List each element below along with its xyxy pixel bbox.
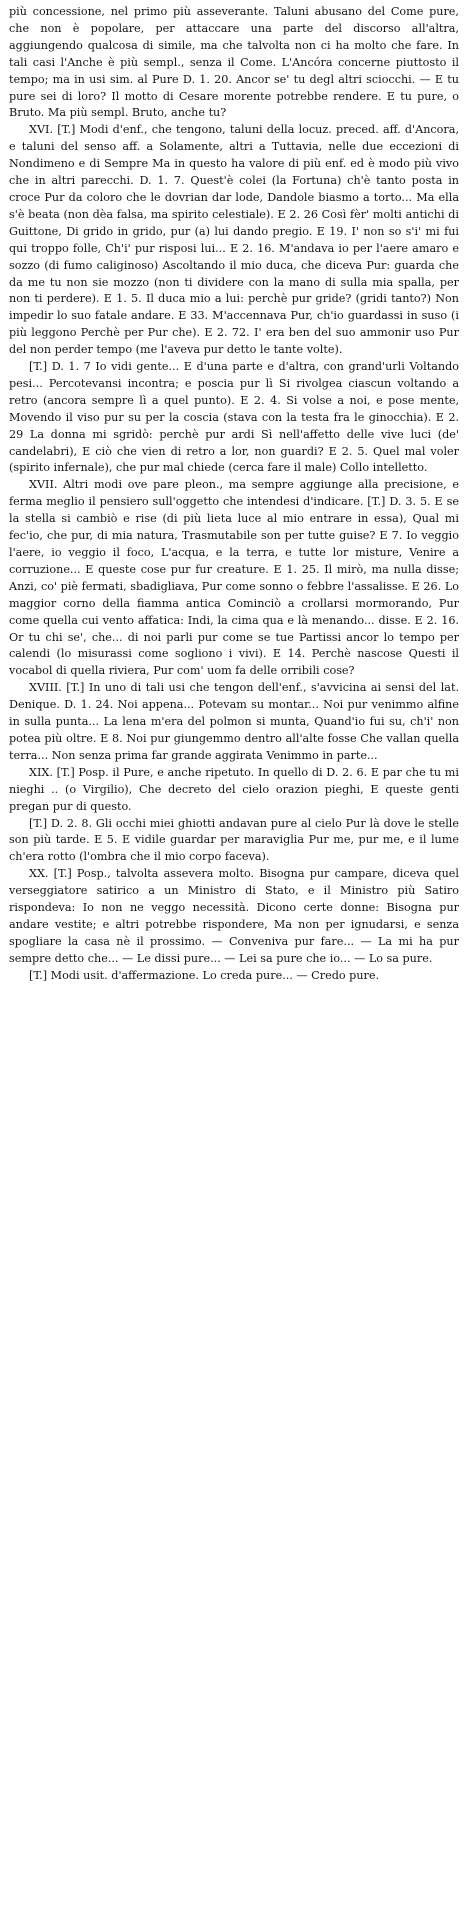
paragraph-intro: più concessione, nel primo più asseverante. Taluni abusano del Come pure, che non è popolare, per attaccare una parte del discorso all'altra, aggiungendo qualcosa di simile, ma che talvolta non ci ha molto che fare. In tali casi l'Anche è più sempl., senza il Come. L'Ancóra concerne piuttosto il tempo; ma in usi sim. al Pure D. 1. 20. Ancor se' tu degl altri sciocchi. — E tu pure sei di loro? Il motto di Cesare morente potrebbe rendere. E tu pure, o Bruto. Ma più sempl. Bruto, anche tu?	[9, 5, 459, 120]
paragraph-section-xx-affirmations: [T.] Modi usit. d'affermazione. Lo creda pure... — Credo pure.	[29, 968, 380, 982]
paragraph-section-xix-examples: [T.] D. 2. 8. Gli occhi miei ghiotti andavan pure al cielo Pur là dove le stelle son più tarde. E 5. E vidile guardar per maraviglia Pur me, pur me, e il lume ch'era rotto (l'ombra che il mio corpo faceva).	[9, 816, 459, 864]
paragraph-section-xvi-examples: [T.] D. 1. 7 Io vidi gente... E d'una parte e d'altra, con grand'urli Voltando pesi... Percotevansi incontra; e poscia pur lì Si rivolgea ciascun voltando a retro (ancora sempre lì a quel punto). E 2. 4. Si volse a noi, e pose mente, Movendo il viso pur su per la coscia (stava con la testa fra le ginocchia). E 2. 29 La donna mi sgridò: perchè pur ardi Sì nell'affetto delle vive luci (de' candelabri), E ciò che vien di retro a lor, non guardi? E 2. 5. Quel mal voler (spirito infernale), che pur mal chiede (cerca fare il male) Collo intelletto.	[9, 360, 459, 475]
paragraph-section-xx: XX. [T.] Posp., talvolta assevera molto. Bisogna pur campare, diceva quel verseggiatore satirico a un Ministro di Stato, e il Ministro più Satiro rispondeva: Io non ne veggo necessità. Dicono certe donne: Bisogna pur andare vestite; e altri potrebbe rispondere, Ma non per ignudarsi, e senza spogliare la casa nè il prossimo. — Conveniva pur fare... — La mi ha pur sempre detto che... — Le dissi pure... — Lei sa pure che io... — Lo sa pure.	[9, 867, 459, 965]
paragraph-section-xix: XIX. [T.] Posp. il Pure, e anche ripetuto. In quello di D. 2. 6. E par che tu mi nieghi .. (o Virgilio), Che decreto del cielo orazion pieghi, E queste genti pregan pur di questo.	[9, 765, 459, 813]
paragraph-section-xvii: XVII. Altri modi ove pare pleon., ma sempre aggiunge alla precisione, e ferma meglio il pensiero sull'oggetto che intendesi d'indicare. [T.] D. 3. 5. E se la stella si cambiò e rise (di più lieta luce al mio entrare in essa), Qual mi fec'io, che pur, di mia natura, Trasmutabile son per tutte guise? E 7. Io veggio l'aere, io veggio il foco, L'acqua, e la terra, e tutte lor misture, Venire a corruzione... E queste cose pur fur creature. E 1. 25. Il mirò, ma nulla disse; Anzi, co' piè fermati, sbadigliava, Pur come sonno o febbre l'assalisse. E 26. Lo maggior corno della fiamma antica Cominciò a crollarsi mormorando, Pur come quella cui vento affatica: Indi, la cima qua e là menando... disse. E 2. 16. Or tu chi se', che... di noi parli pur come se tue Partissi ancor lo tempo per calendi (lo misurassi come sogliono i vivi). E 14. Perchè nascose Questi il vocabol di quella riviera, Pur com' uom fa delle orribili cose?	[9, 478, 459, 678]
paragraph-section-xvi: XVI. [T.] Modi d'enf., che tengono, taluni della locuz. preced. aff. d'Ancora, e taluni del senso aff. a Solamente, altri a Tuttavia, nelle due eccezioni di Nondimeno e di Sempre Ma in questo ha valore di più enf. ed è modo più vivo che in altri parecchi. D. 1. 7. Quest'è colei (la Fortuna) ch'è tanto posta in croce Pur da coloro che le dovrian dar lode, Dandole biasmo a torto... Ma ella s'è beata (non dèa falsa, ma spirito celestiale). E 2. 26 Così fèr' molti antichi di Guittone, Di grido in grido, pur (a) lui dando pregio. E 19. I' non so s'i' mi fui qui troppo folle, Ch'i' pur risposi lui... E 2. 16. M'andava io per l'aere amaro e sozzo (di fumo caliginoso) Ascoltando il mio duca, che diceva Pur: guarda che da me tu non sie mozzo (non ti dividere con la mano di sulla mia spalla, per non ti perdere). E 1. 5. Il duca mio a lui: perchè pur gride? (gridi tanto?) Non impedir lo suo fatale andare. E 33. M'accennava Pur, ch'io guardassi in suso (i più leggono Perchè per Pur che). E 2. 72. I' era ben del suo ammonir uso Pur del non perder tempo (me l'aveva pur detto le tante volte).	[9, 123, 459, 357]
paragraph-section-xviii: XVIII. [T.] In uno di tali usi che tengon dell'enf., s'avvicina ai sensi del lat. Denique. D. 1. 24. Noi appena... Potevam su montar... Noi pur venimmo alfine in sulla punta... La lena m'era del polmon si munta, Quand'io fui su, ch'i' non potea più oltre. E 8. Noi pur giungemmo dentro all'alte fosse Che vallan quella terra... Non senza prima far grande aggirata Venimmo in parte...	[9, 681, 459, 762]
